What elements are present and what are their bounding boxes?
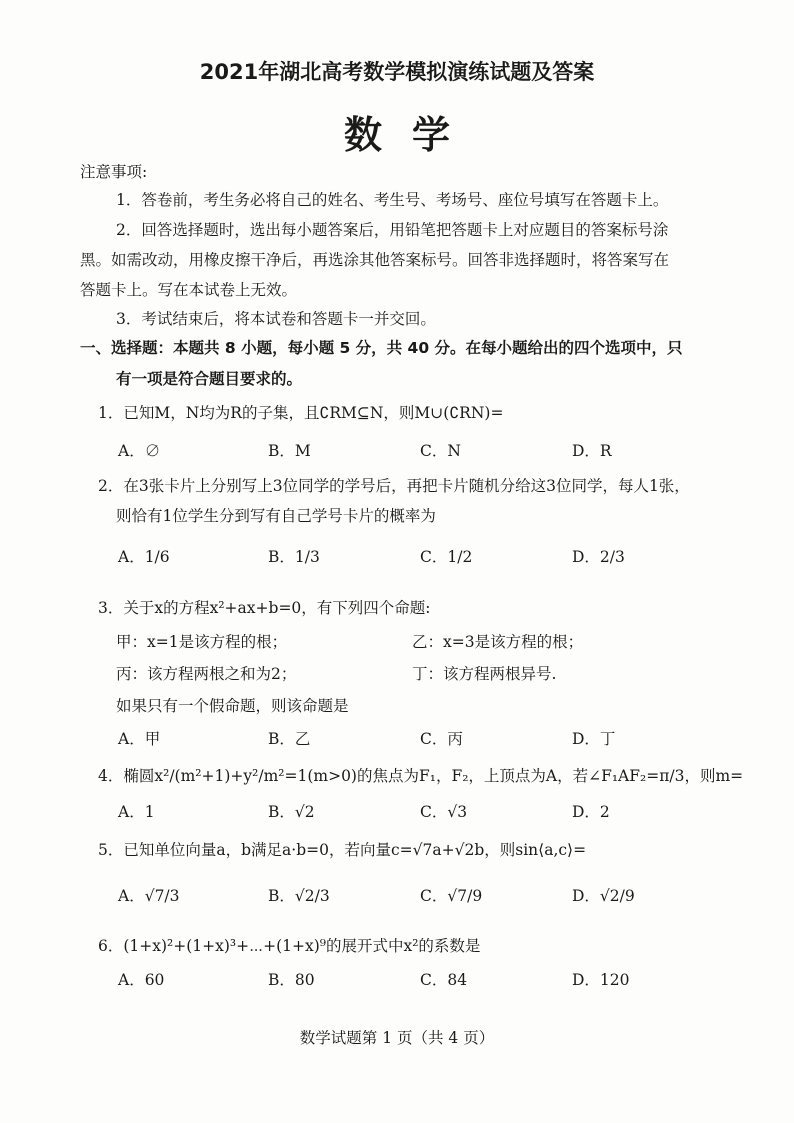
q3-proposition-jia: 甲：x=1是该方程的根； — [116, 633, 288, 651]
question-4-stem: 4．椭圆x²/(m²+1)+y²/m²=1(m>0)的焦点为F₁，F₂，上顶点为A，若∠F₁AF₂=π/3，则m= — [98, 767, 744, 785]
q4-option-a: A．1 — [118, 803, 155, 821]
q3-proposition-bing: 丙：该方程两根之和为2； — [116, 665, 297, 683]
q2-option-b: B．1/3 — [268, 548, 320, 566]
q3-option-a: A．甲 — [118, 730, 161, 748]
q6-option-a: A．60 — [118, 971, 165, 989]
page-footer: 数学试题第 1 页（共 4 页） — [299, 1029, 495, 1047]
q6-option-b: B．80 — [268, 971, 315, 989]
question-6-stem: 6．(1+x)²+(1+x)³+⋯+(1+x)⁹的展开式中x²的系数是 — [98, 937, 481, 955]
q4-option-b: B．√2 — [268, 803, 315, 821]
q3-proposition-ding: 丁：该方程两根异号. — [412, 665, 557, 683]
q5-option-a: A．√7/3 — [118, 887, 180, 905]
q3-proposition-yi: 乙：x=3是该方程的根； — [412, 633, 584, 651]
q3-option-c: C．丙 — [420, 730, 463, 748]
q5-option-c: C．√7/9 — [420, 887, 483, 905]
q1-option-b: B．M — [268, 442, 311, 460]
q4-option-c: C．√3 — [420, 803, 468, 821]
q1-option-a: A．∅ — [118, 442, 161, 460]
notice-item-2-cont: 黑。如需改动，用橡皮擦干净后，再选涂其他答案标号。回答非选择题时，将答案写在 — [80, 251, 670, 269]
q1-option-d: D．R — [572, 442, 612, 460]
q3-question: 如果只有一个假命题，则该命题是 — [116, 697, 349, 715]
q3-option-d: D．丁 — [572, 730, 616, 748]
section-heading: 一、选择题：本题共 8 小题，每小题 5 分，共 40 分。在每小题给出的四个选项中，只 — [80, 339, 683, 357]
q2-option-d: D．2/3 — [572, 548, 625, 566]
q1-option-c: C．N — [420, 442, 461, 460]
question-2-line-2: 则恰有1位学生分到写有自己学号卡片的概率为 — [116, 507, 436, 525]
notice-item-3: 3．考试结束后，将本试卷和答题卡一并交回。 — [116, 310, 436, 328]
question-1-stem: 1．已知M，N均为R的子集，且∁RM⊆N，则M∪(∁RN)= — [98, 404, 504, 422]
section-heading-cont: 有一项是符合题目要求的。 — [116, 370, 303, 388]
document-title: 2021年湖北高考数学模拟演练试题及答案 — [199, 60, 595, 84]
question-3-stem: 3．关于x的方程x²+ax+b=0，有下列四个命题: — [98, 599, 431, 617]
question-2-line-1: 2．在3张卡片上分别写上3位同学的学号后，再把卡片随机分给这3位同学，每人1张， — [98, 477, 690, 495]
q5-option-b: B．√2/3 — [268, 887, 330, 905]
subject-heading: 数学 — [343, 112, 480, 157]
q3-option-b: B．乙 — [268, 730, 311, 748]
q5-option-d: D．√2/9 — [572, 887, 635, 905]
q6-option-d: D．120 — [572, 971, 630, 989]
q6-option-c: C．84 — [420, 971, 468, 989]
question-5-stem: 5．已知单位向量a，b满足a·b=0，若向量c=√7a+√2b，则sin⟨a,c⟩= — [98, 841, 587, 859]
q2-option-c: C．1/2 — [420, 548, 473, 566]
notice-heading: 注意事项: — [80, 163, 148, 181]
notice-item-2: 2．回答选择题时，选出每小题答案后，用铅笔把答题卡上对应题目的答案标号涂 — [116, 221, 669, 239]
notice-item-2-end: 答题卡上。写在本试卷上无效。 — [80, 281, 298, 299]
q4-option-d: D．2 — [572, 803, 610, 821]
notice-item-1: 1．答卷前，考生务必将自己的姓名、考生号、考场号、座位号填写在答题卡上。 — [116, 191, 669, 209]
q2-option-a: A．1/6 — [118, 548, 170, 566]
